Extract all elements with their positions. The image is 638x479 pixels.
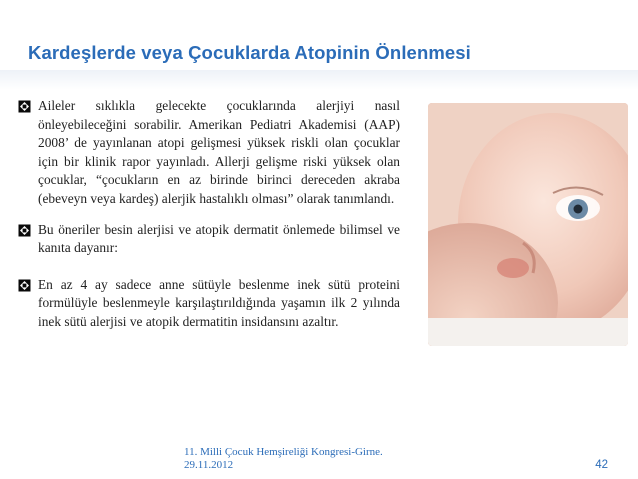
baby-photo [428,103,628,346]
title-underlay [0,70,638,90]
footer-text [184,446,383,472]
footer-date: 29.11.2012 [184,459,234,471]
baby-illustration [428,103,628,346]
checkbox-diamond-icon [18,100,31,113]
checkbox-diamond-icon [18,224,31,237]
bullet-list [18,97,400,344]
bullet-text: Aileler sıklıkla gelecekte çocuklarında alerjiyi nasıl önleyebileceğini sorabilir. Amerikan Pediatri Akademisi (AAP) 2008’ de yayınlanan atopi gelişmesi yüksek riskli olan çocuklar için bir klinik rapor yayınladı. Allerji gelişme riski yüksek olan çocuklar, “çocukların en az birinde birinci dereceden akraba (ebeveyn veya kardeş) alerjik hastalıklı olması” olarak tanımlandı. [38,98,400,206]
slide-title: Kardeşlerde veya Çocuklarda Atopinin Önlenmesi [28,42,471,63]
checkbox-diamond-icon [18,279,31,292]
page-number: 42 [595,459,608,471]
bullet-item [18,221,400,258]
bullet-item [18,276,400,332]
bullet-item [18,97,400,209]
bullet-text: En az 4 ay sadece anne sütüyle beslenme inek sütü proteini formülüyle beslenmeyle karşılaştırıldığında yaşamın ilk 2 yılında inek sütü alerjisi ve atopik dermatitin insidansını azaltır. [38,276,400,329]
bullet-text: Bu öneriler besin alerjisi ve atopik dermatit önlemede bilimsel ve kanıta dayanır: [38,221,400,256]
footer-event: 11. Milli Çocuk Hemşireliği Kongresi-Girne. [184,446,383,458]
